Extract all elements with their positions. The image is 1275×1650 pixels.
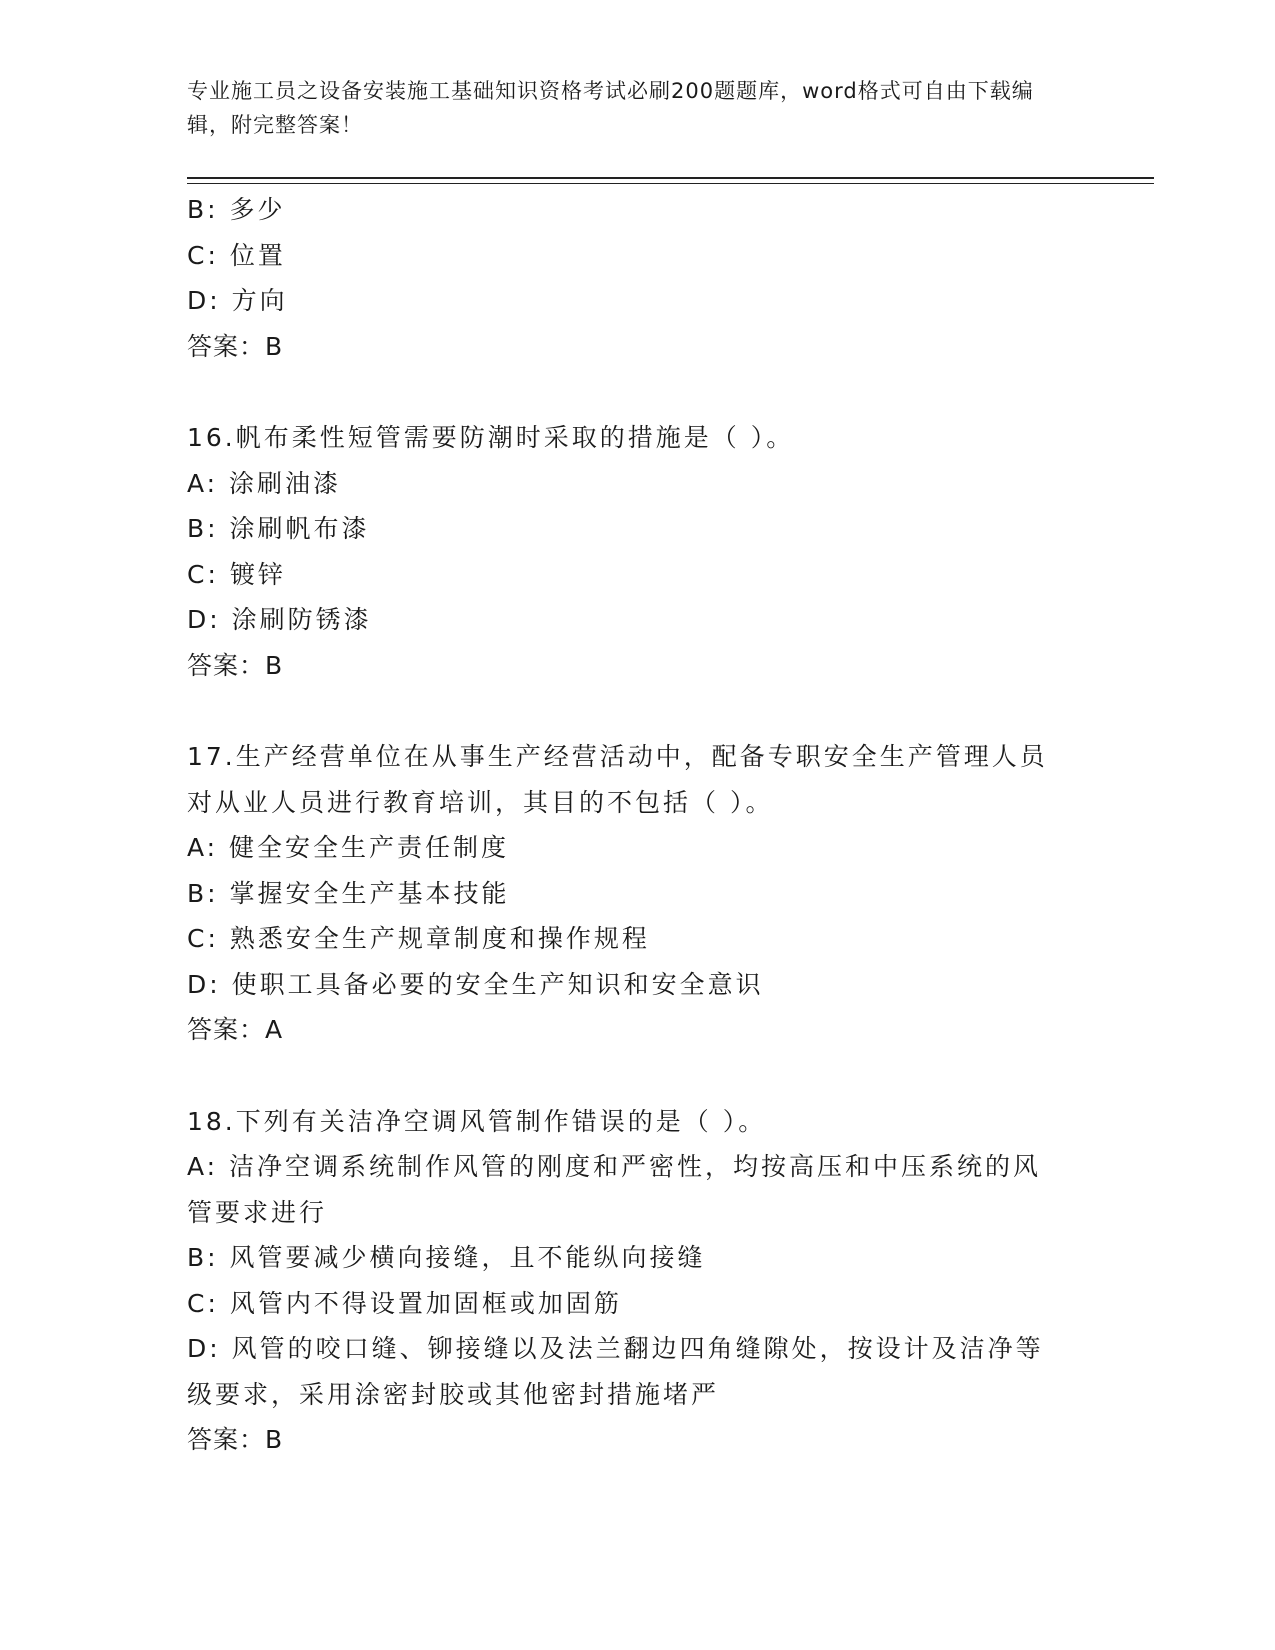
option-d: D: 使职工具备必要的安全生产知识和安全意识 (187, 969, 764, 999)
question-content (187, 187, 1087, 1509)
option-c: C: 镀锌 (187, 559, 286, 589)
answer-value: B (265, 1425, 284, 1454)
option-b: B: 多少 (187, 195, 286, 224)
option-d: D: 涂刷防锈漆 (187, 605, 372, 634)
option-a: A: 健全安全生产责任制度 (187, 833, 510, 862)
header-divider-thin (187, 183, 1154, 184)
answer-label: 答案： (187, 1425, 266, 1454)
question-title: 18.下列有关洁净空调风管制作错误的是（ ）。 (187, 1106, 767, 1136)
answer-line (187, 324, 1087, 370)
question-18 (187, 1099, 1087, 1463)
option-b: B: 风管要减少横向接缝，且不能纵向接缝 (187, 1243, 706, 1272)
header-divider-thick (187, 177, 1154, 179)
answer-line (187, 1417, 1087, 1463)
option-b: B: 掌握安全生产基本技能 (187, 878, 510, 908)
answer-value: A (265, 1015, 284, 1044)
option-d: D: 方向 (187, 286, 288, 315)
answer-label: 答案： (187, 650, 266, 680)
option-d: D: 风管的咬口缝、铆接缝以及法兰翻边四角缝隙处，按设计及洁净等级要求，采用涂密封胶或其他密封措施堵严 (187, 1334, 1044, 1409)
answer-label: 答案： (187, 1015, 266, 1044)
question-17 (187, 734, 1087, 1053)
option-c: C: 风管内不得设置加固框或加固筋 (187, 1288, 622, 1318)
question-16 (187, 415, 1087, 688)
question-title: 16.帆布柔性短管需要防潮时采取的措施是（ ）。 (187, 423, 795, 452)
continued-question (187, 187, 1087, 369)
answer-value: B (265, 650, 284, 680)
answer-line (187, 1007, 1087, 1053)
document-header: 专业施工员之设备安装施工基础知识资格考试必刷200题题库，word格式可自由下载编辑，附完整答案！ (187, 79, 1034, 137)
answer-label: 答案： (187, 331, 266, 361)
answer-line (187, 643, 1087, 689)
option-b: B: 涂刷帆布漆 (187, 514, 370, 543)
answer-value: B (265, 331, 284, 361)
question-title: 17.生产经营单位在从事生产经营活动中，配备专职安全生产管理人员对从业人员进行教育培训，其目的不包括（ ）。 (187, 742, 1048, 817)
option-c: C: 熟悉安全生产规章制度和操作规程 (187, 924, 650, 953)
option-c: C: 位置 (187, 240, 286, 270)
option-a: A: 洁净空调系统制作风管的刚度和严密性，均按高压和中压系统的风管要求进行 (187, 1152, 1042, 1227)
option-a: A: 涂刷油漆 (187, 468, 342, 498)
